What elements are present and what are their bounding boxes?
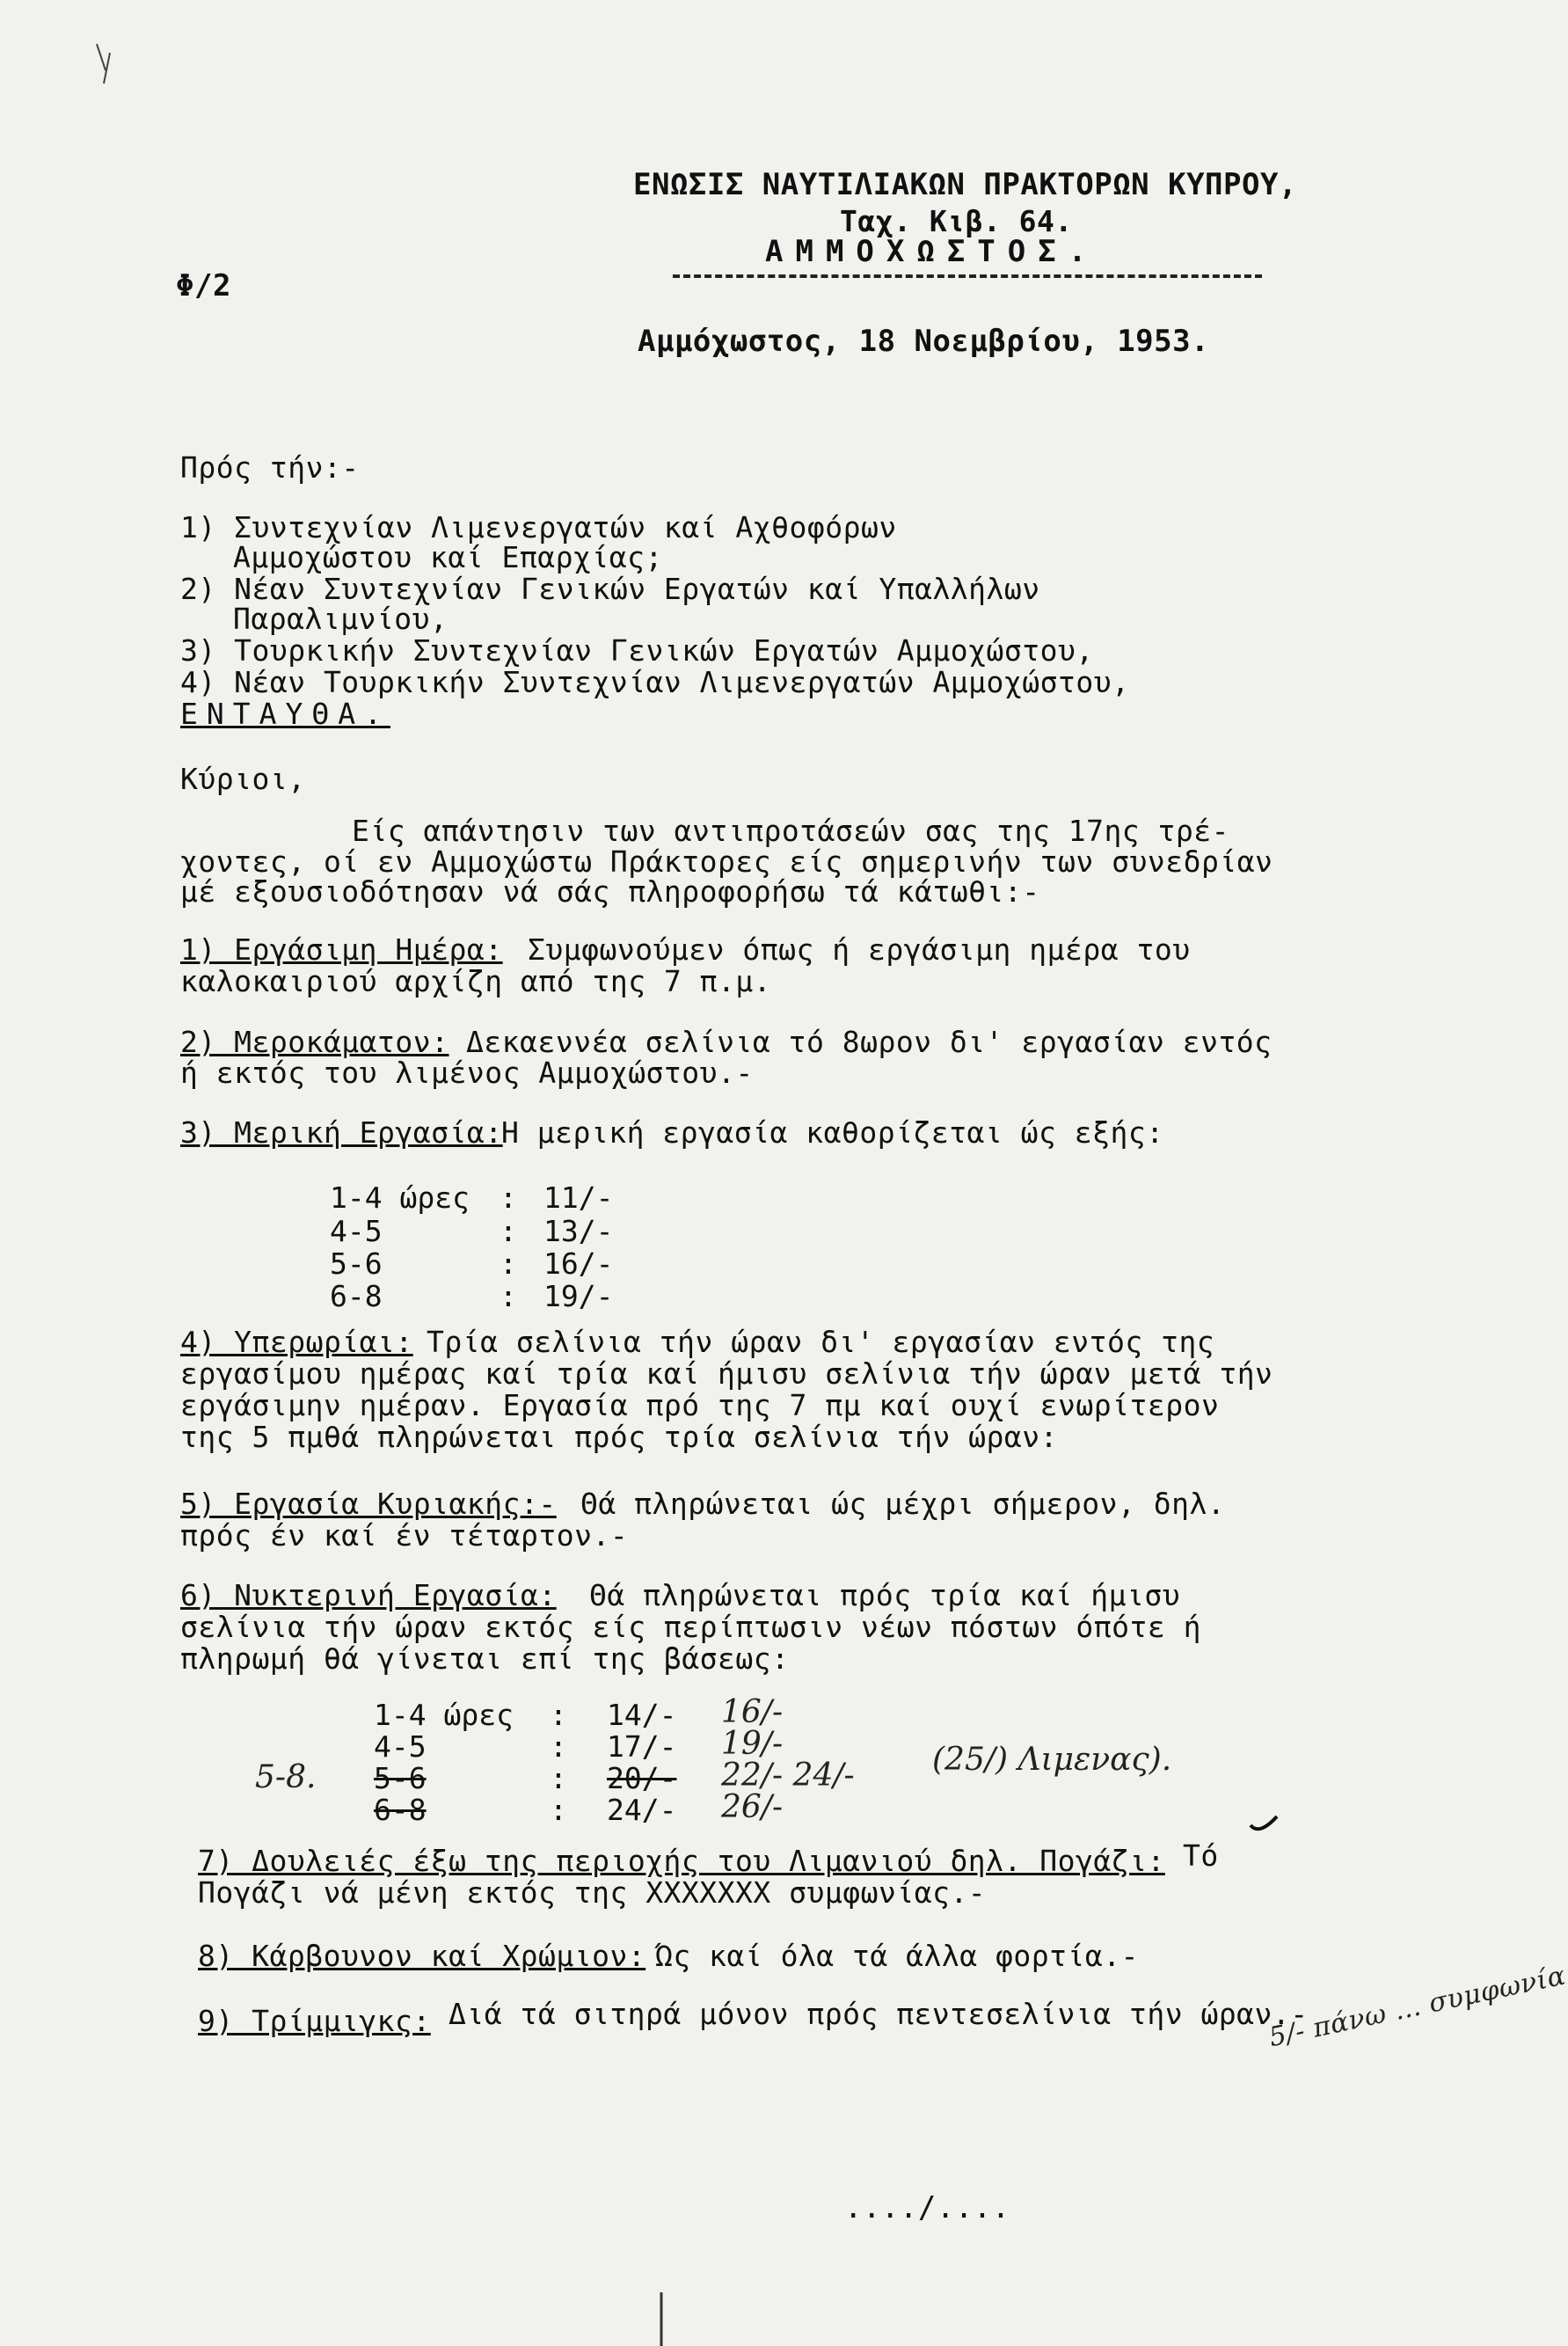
table-sep: : [550, 1698, 567, 1732]
pay-cell: 13/- [543, 1214, 614, 1248]
hours-cell: 4-5 [374, 1729, 427, 1764]
intro-line: Είς απάντησιν των αντιπροτάσεών σας της 17ης τρέ- [352, 814, 1230, 848]
section-6-text: σελίνια τήν ώραν εκτός είς περίπτωσιν νέων πόστων όπότε ή [180, 1610, 1201, 1644]
handwritten-pay: 26/- [721, 1789, 784, 1825]
section-3-heading: 3) Μερική Εργασία: [180, 1115, 503, 1150]
section-5-text: Θά πληρώνεται ώς μέχρι σήμερον, δηλ. [580, 1487, 1226, 1521]
table-sep: : [550, 1761, 567, 1795]
section-4-text: εργάσιμην ημέραν. Εργασία πρό της 7 πμ καί ουχί ενωρίτερον [180, 1388, 1220, 1422]
pay-cell: 24/- [607, 1793, 677, 1827]
pay-cell: 19/- [543, 1279, 614, 1313]
hours-cell: 6-8 [374, 1793, 427, 1827]
section-6-text: Θά πληρώνεται πρός τρία καί ήμισυ [589, 1578, 1181, 1612]
addressee-line: Αμμοχώστου καί Επαρχίας; [233, 540, 663, 574]
section-7-heading: 7) Δουλειές έξω της περιοχής του Λιμανιού δηλ. Πογάζι: [198, 1844, 1165, 1878]
section-6-heading: 6) Νυκτερινή Εργασία: [180, 1578, 557, 1612]
addressee-intro: Πρός τήν:- [180, 450, 360, 485]
file-ref: Φ/2 [176, 268, 231, 303]
section-8-heading: 8) Κάρβουνον καί Χρώμιον: [198, 1939, 646, 1973]
hours-cell: 6-8 [330, 1279, 383, 1313]
addressee-line: 3) Τουρκικήν Συντεχνίαν Γενικών Εργατών Αμμοχώστου, [180, 633, 1094, 668]
handwritten-pay: 16/- [721, 1694, 784, 1730]
table-sep: : [500, 1180, 517, 1215]
pay-cell: 16/- [543, 1246, 614, 1281]
section-3-text: Η μερική εργασία καθορίζεται ώς εξής: [501, 1115, 1164, 1150]
org-name: ΕΝΩΣΙΣ ΝΑΥΤΙΛΙΑΚΩΝ ΠΡΑΚΤΟΡΩΝ ΚΥΠΡΟΥ, [633, 167, 1297, 202]
section-8-text: Ώς καί όλα τά άλλα φορτία.- [655, 1939, 1139, 1973]
pay-cell: 17/- [607, 1729, 677, 1764]
section-5-text: πρός έν καί έν τέταρτον.- [180, 1518, 629, 1553]
here-label: ΕΝΤΑΥΘΑ. [180, 697, 390, 731]
addressee-line: Παραλιμνίου, [233, 602, 449, 636]
handwritten-pay: 22/- 24/- [721, 1758, 855, 1794]
section-2-text: ή εκτός του λιμένος Αμμοχώστου.- [180, 1056, 754, 1090]
stray-mark [97, 44, 110, 84]
hours-cell: 1-4 ώρες [330, 1180, 470, 1215]
section-7-text: Πογάζι νά μένη εκτός της XXXXXXX συμφωνίας.- [198, 1875, 987, 1910]
table-sep: : [550, 1729, 567, 1764]
section-2-text: Δεκαεννέα σελίνια τό 8ωρον δι' εργασίαν εντός [466, 1025, 1273, 1059]
page-continuation: ..../.... [844, 2190, 1010, 2225]
pay-cell: 20/- [607, 1761, 677, 1795]
addressee-line: 2) Νέαν Συντεχνίαν Γενικών Εργατών καί Υπαλλήλων [180, 572, 1040, 606]
pay-cell: 14/- [607, 1698, 677, 1732]
po-box: Ταχ. Κιβ. 64. [840, 204, 1073, 238]
addressee-line: 1) Συντεχνίαν Λιμενεργατών καί Αχθοφόρων [180, 510, 897, 544]
section-9-text: Διά τά σιτηρά μόνον πρός πεντεσελίνια τήν ώραν.- [449, 1997, 1309, 2031]
margin-note: 5-8. [255, 1759, 317, 1795]
hours-cell: 1-4 ώρες [374, 1698, 514, 1732]
letter-date: Αμμόχωστος, 18 Νοεμβρίου, 1953. [638, 324, 1210, 359]
salutation: Κύριοι, [180, 762, 306, 796]
hours-cell: 4-5 [330, 1214, 383, 1248]
hours-cell: 5-6 [330, 1246, 383, 1281]
section-4-text: εργασίμου ημέρας καί τρία καί ήμισυ σελίνια τήν ώραν μετά τήν [180, 1356, 1273, 1391]
section-1-heading: 1) Εργάσιμη Ημέρα: [180, 932, 503, 967]
section-6-text: πληρωμή θά γίνεται επί της βάσεως: [180, 1641, 790, 1676]
section-7-tail: Τό [1183, 1838, 1219, 1873]
addressee-line: 4) Νέαν Τουρκικήν Συντεχνίαν Λιμενεργατών Αμμοχώστου, [180, 665, 1130, 699]
handwritten-note: 5/- πάνω ... συμφωνία [1266, 1960, 1568, 2054]
section-2-heading: 2) Μεροκάματον: [180, 1025, 449, 1059]
intro-line: χοντες, οί εν Αμμοχώστω Πράκτορες είς σημερινήν των συνεδρίαν [180, 844, 1273, 879]
section-1-text: καλοκαιριού αρχίζη από της 7 π.μ. [180, 964, 772, 998]
pay-cell: 11/- [543, 1180, 614, 1215]
table-sep: : [550, 1793, 567, 1827]
section-9-heading: 9) Τρίμμιγκς: [198, 2004, 431, 2038]
section-4-text: Τρία σελίνια τήν ώραν δι' εργασίαν εντός της [427, 1325, 1215, 1359]
intro-line: μέ εξουσιοδότησαν νά σάς πληροφορήσω τά κάτωθι:- [180, 874, 1040, 909]
handwritten-check [1251, 1816, 1277, 1829]
section-5-heading: 5) Εργασία Κυριακής:- [180, 1487, 557, 1521]
hours-cell: 5-6 [374, 1761, 427, 1795]
table-sep: : [500, 1279, 517, 1313]
section-4-heading: 4) Υπερωρίαι: [180, 1325, 413, 1359]
table-sep: : [500, 1246, 517, 1281]
handwritten-pay: 19/- [721, 1726, 784, 1762]
section-1-text: Συμφωνούμεν όπως ή εργάσιμη ημέρα του [528, 932, 1191, 967]
city-name: ΑΜΜΟΧΩΣΤΟΣ. [765, 234, 1099, 269]
table-sep: : [500, 1214, 517, 1248]
section-4-text: της 5 πμθά πληρώνεται πρός τρία σελίνια τήν ώραν: [180, 1420, 1059, 1454]
handwritten-side-note: (25/) Λιμενας). [932, 1742, 1172, 1778]
